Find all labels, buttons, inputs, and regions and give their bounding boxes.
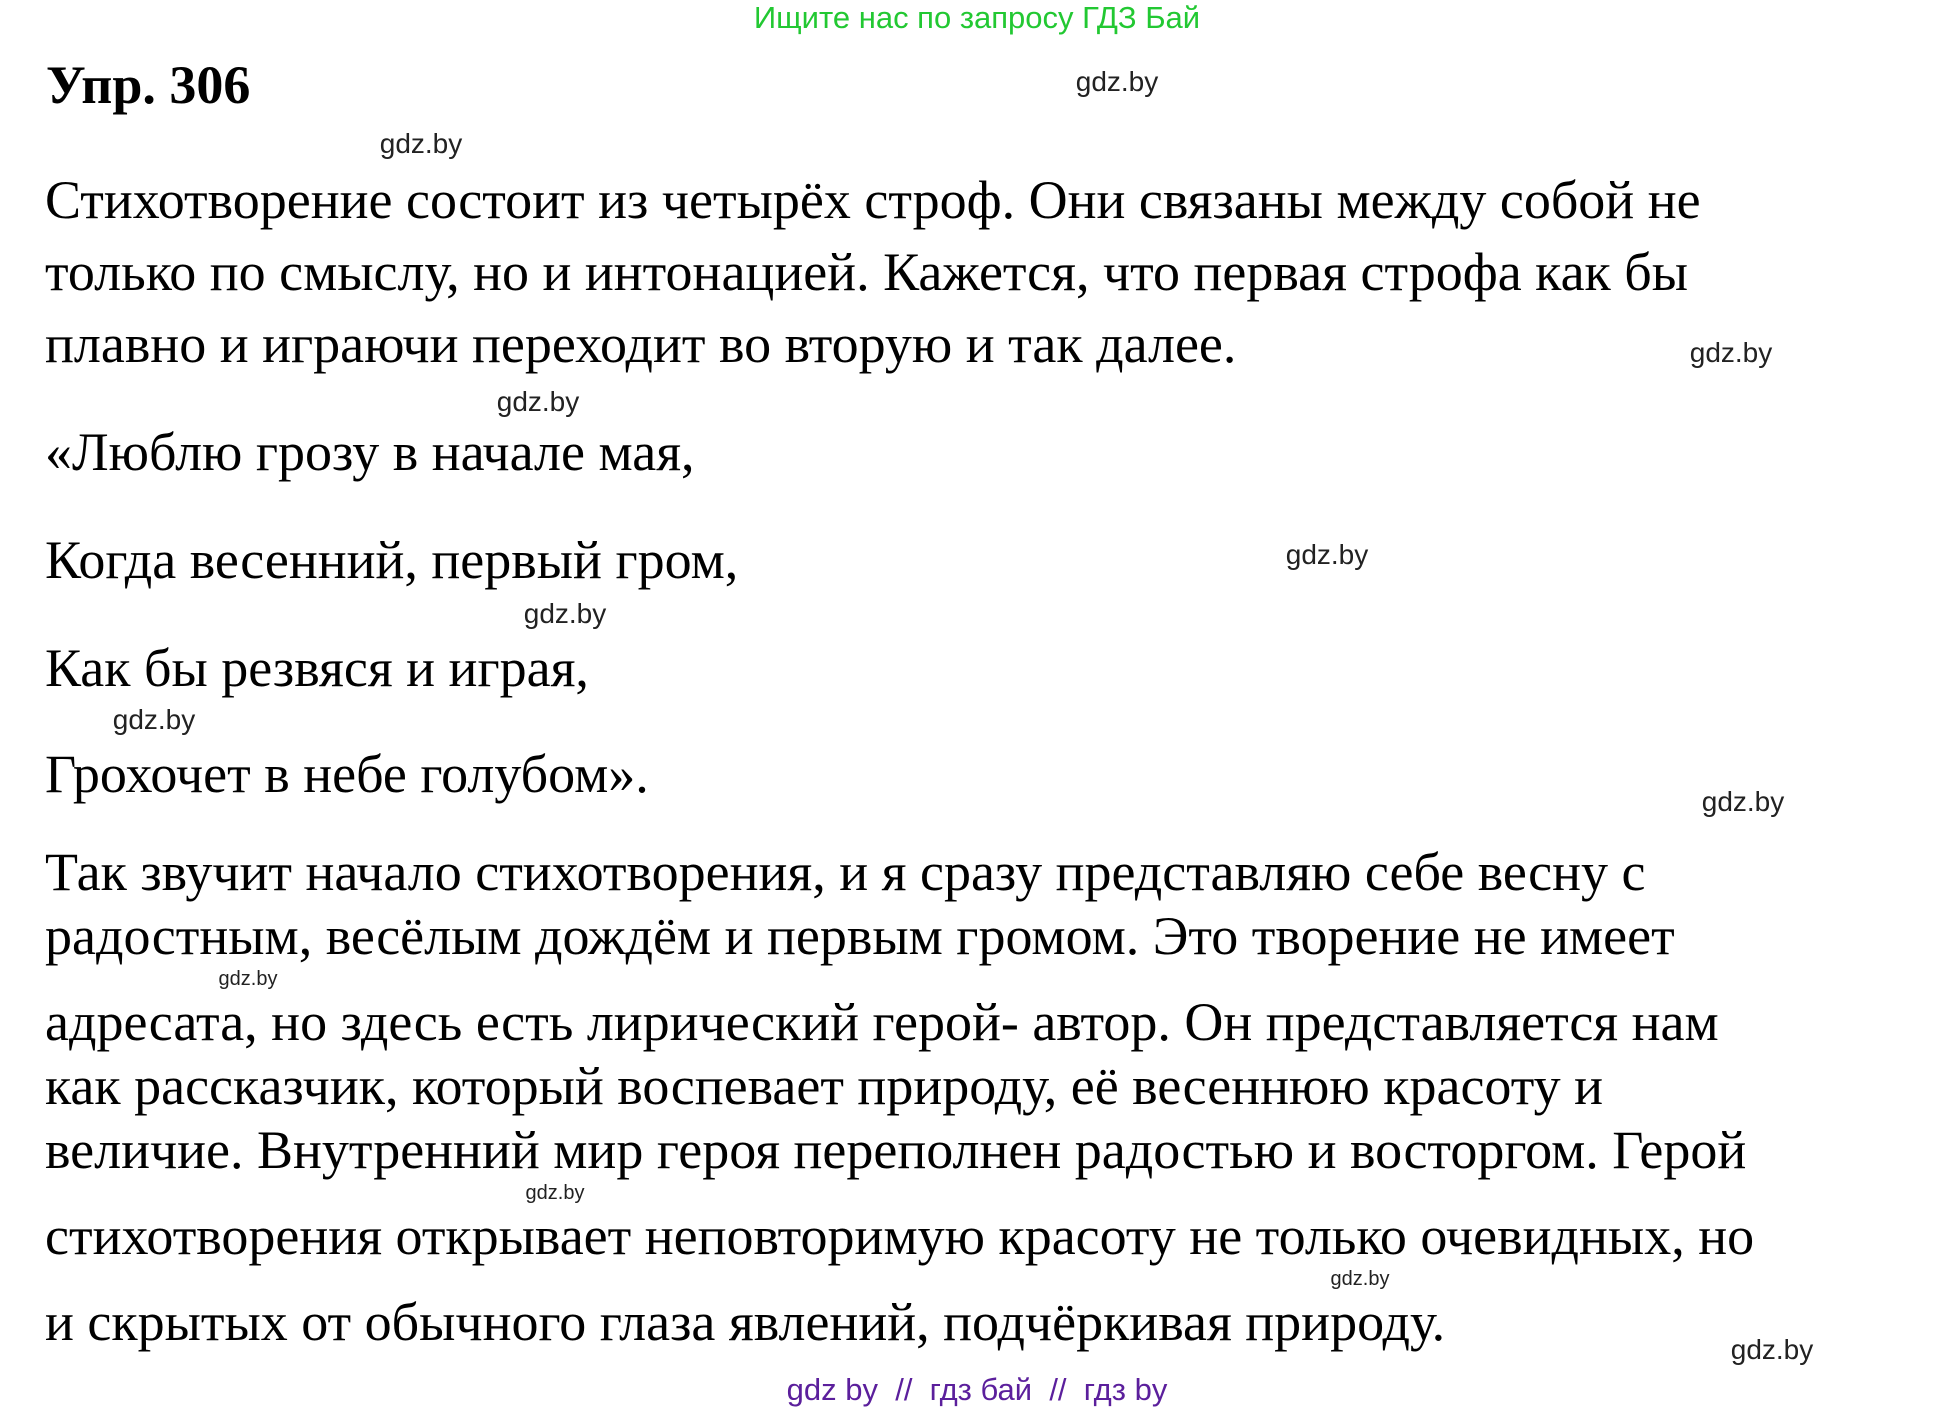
watermark: gdz.by bbox=[218, 968, 278, 990]
watermark: gdz.by bbox=[1285, 539, 1369, 570]
paragraph2-line: радостным, весёлым дождём и первым громом. Это творение не имеет bbox=[45, 906, 1675, 966]
watermark: gdz.by bbox=[1701, 786, 1785, 817]
watermark: gdz.by bbox=[1075, 66, 1159, 97]
watermark: gdz.by bbox=[1689, 337, 1773, 368]
footer-links: gdz by // гдз бай // гдз by bbox=[786, 1372, 1168, 1407]
paragraph2-line: стихотворения открывает неповторимую красоту не только очевидных, но bbox=[45, 1206, 1755, 1266]
poem-line: «Люблю грозу в начале мая, bbox=[45, 422, 695, 482]
watermark: gdz.by bbox=[523, 598, 607, 629]
watermark: gdz.by bbox=[1330, 1268, 1390, 1290]
paragraph2-line: как рассказчик, который воспевает природу, её весеннюю красоту и bbox=[45, 1056, 1603, 1116]
watermark: gdz.by bbox=[1730, 1334, 1814, 1365]
paragraph1-line: Стихотворение состоит из четырёх строф. Они связаны между собой не bbox=[45, 170, 1701, 230]
paragraph2-line: величие. Внутренний мир героя переполнен радостью и восторгом. Герой bbox=[45, 1120, 1747, 1180]
watermark: gdz.by bbox=[525, 1182, 585, 1204]
search-banner: Ищите нас по запросу ГДЗ Бай bbox=[753, 0, 1201, 35]
paragraph2-line: и скрытых от обычного глаза явлений, подчёркивая природу. bbox=[45, 1292, 1446, 1352]
watermark: gdz.by bbox=[379, 128, 463, 159]
paragraph1-line: плавно и играючи переходит во вторую и так далее. bbox=[45, 314, 1237, 374]
poem-line: Когда весенний, первый гром, bbox=[45, 530, 739, 590]
paragraph1-line: только по смыслу, но и интонацией. Кажется, что первая строфа как бы bbox=[45, 242, 1689, 302]
paragraph2-line: адресата, но здесь есть лирический герой- автор. Он представляется нам bbox=[45, 992, 1719, 1052]
poem-line: Грохочет в небе голубом». bbox=[45, 744, 649, 804]
watermark: gdz.by bbox=[112, 704, 196, 735]
watermark: gdz.by bbox=[496, 386, 580, 417]
paragraph2-line: Так звучит начало стихотворения, и я сразу представляю себе весну с bbox=[45, 842, 1646, 902]
poem-line: Как бы резвяся и играя, bbox=[45, 638, 589, 698]
exercise-title: Упр. 306 bbox=[46, 55, 251, 115]
